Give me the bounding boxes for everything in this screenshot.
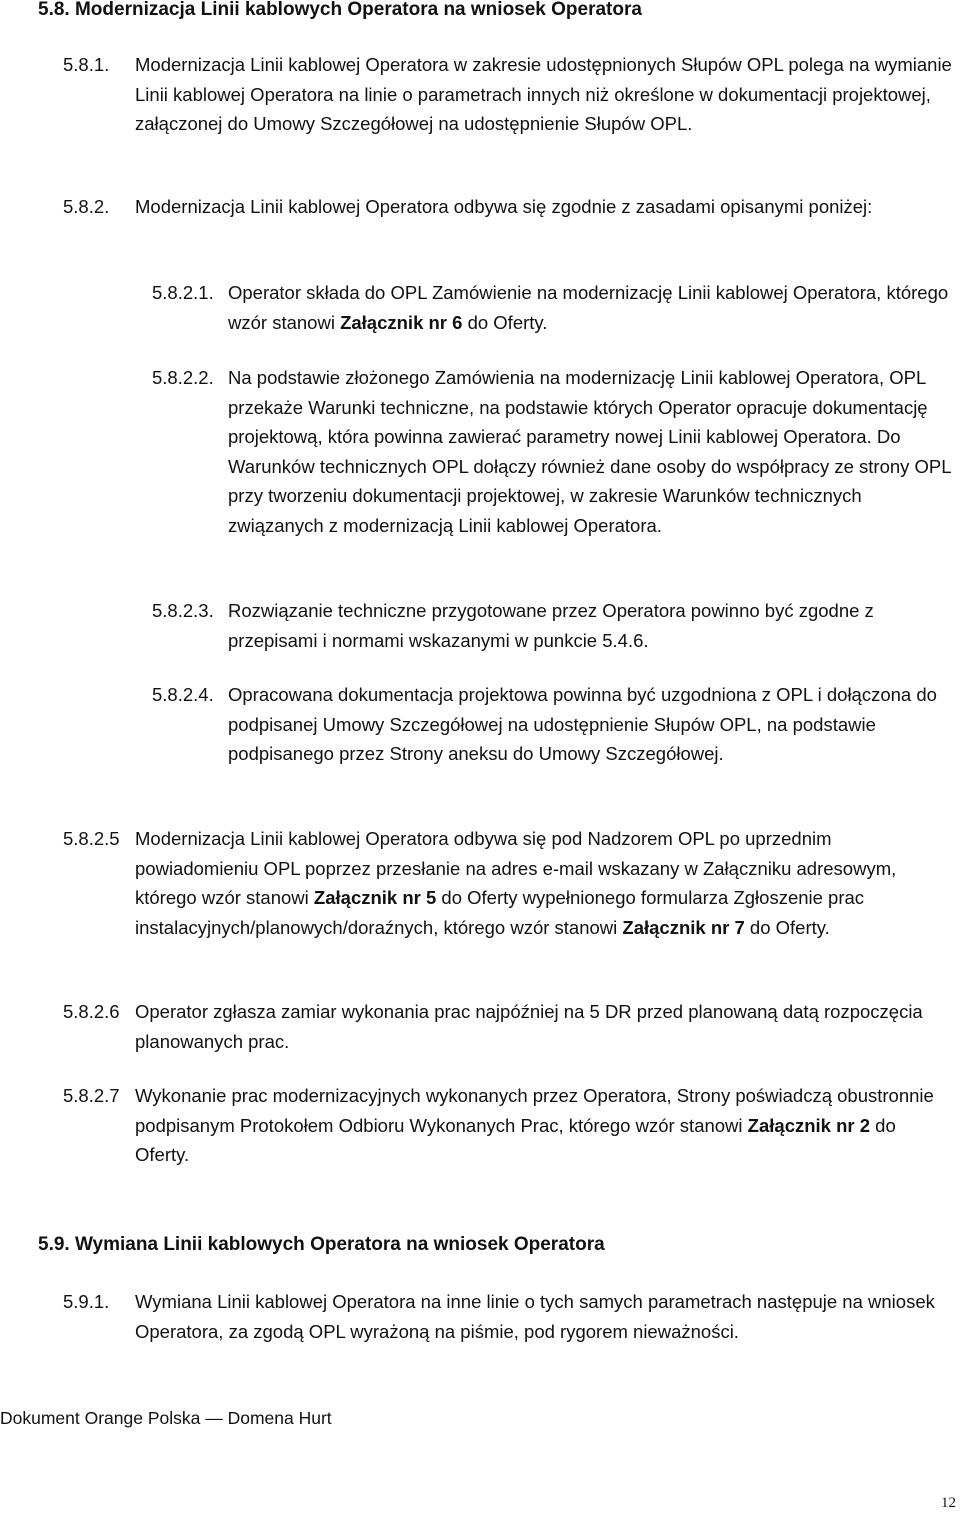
paragraph-text: Modernizacja Linii kablowej Operatora w zakresie udostępnionych Słupów OPL polega na wymianie Linii kablowej Operatora na linie o parametrach innych niż określone w dokumentacji projektowej, załączonej do Umowy Szczegółowej na udostępnienie Słupów OPL.: [135, 54, 952, 134]
attachment-reference: Załącznik nr 6: [340, 311, 463, 333]
paragraph-5-8-2-7: [63, 1081, 958, 1171]
paragraph-number: 5.8.2.7: [63, 1085, 120, 1106]
paragraph-text: [228, 278, 958, 337]
paragraph-number: 5.8.2.6: [63, 1001, 120, 1022]
paragraph-number: 5.8.2.5: [63, 828, 120, 849]
paragraph-5-8-2: [63, 192, 958, 252]
text-segment: do Oferty.: [749, 916, 830, 938]
paragraph-5-8-2-1: [152, 278, 958, 338]
document-footer: Dokument Orange Polska — Domena Hurt: [0, 1408, 332, 1428]
text-segment: Operator składa do OPL Zamówienie na modernizację Linii kablowej Operatora, którego wzór stanowi: [228, 282, 949, 333]
page-number: 12: [941, 1495, 956, 1511]
text-segment: do Oferty.: [467, 311, 548, 333]
text-segment: Wykonanie prac modernizacyjnych wykonanych przez Operatora, Strony poświadczą obustronnie podpisanym Protokołem Odbioru Wykonanych Prac, którego wzór stanowi: [135, 1085, 934, 1136]
paragraph-number: 5.8.2.: [63, 196, 110, 217]
paragraph-5-9-1: [63, 1287, 958, 1347]
text-segment: do Oferty wypełnionego formularza Zgłoszenie prac instalacyjnych/planowych/doraźnych, którego wzór stanowi: [135, 887, 865, 938]
paragraph-number: 5.8.2.3.: [152, 600, 214, 621]
section-heading-5-8: 5.8. Modernizacja Linii kablowych Operatora na wniosek Operatora: [38, 0, 642, 20]
paragraph-5-8-2-2: [152, 363, 958, 573]
paragraph-5-8-2-3: [152, 596, 958, 656]
paragraph-number: 5.8.2.2.: [152, 367, 214, 388]
paragraph-text: Operator zgłasza zamiar wykonania prac najpóźniej na 5 DR przed planowaną datą rozpoczęcia planowanych prac.: [135, 1001, 923, 1052]
paragraph-text: Wymiana Linii kablowej Operatora na inne linie o tych samych parametrach następuje na wniosek Operatora, za zgodą OPL wyrażoną na piśmie, pod rygorem nieważności.: [135, 1291, 935, 1342]
paragraph-text: [135, 824, 953, 942]
paragraph-5-8-2-5: [63, 824, 958, 974]
text-segment: Modernizacja Linii kablowej Operatora odbywa się pod Nadzorem OPL po uprzednim powiadomieniu OPL poprzez przesłanie na adres e-mail wskazany w Załączniku adresowym, którego wzór stanowi: [135, 828, 897, 908]
paragraph-5-8-1: [63, 50, 958, 170]
paragraph-text: Modernizacja Linii kablowej Operatora odbywa się zgodnie z zasadami opisanymi poniżej:: [135, 196, 873, 217]
attachment-reference: Załącznik nr 7: [622, 916, 745, 938]
paragraph-5-8-2-4: [152, 680, 958, 800]
paragraph-text: Opracowana dokumentacja projektowa powinna być uzgodniona z OPL i dołączona do podpisanej Umowy Szczegółowej na udostępnienie Słupów OPL, na podstawie podpisanego przez Strony aneksu do Umowy Szczegółowej.: [228, 684, 937, 764]
paragraph-5-8-2-6: [63, 997, 958, 1057]
paragraph-number: 5.8.2.4.: [152, 684, 214, 705]
paragraph-text: Rozwiązanie techniczne przygotowane przez Operatora powinno być zgodne z przepisami i normami wskazanymi w punkcie 5.4.6.: [228, 600, 874, 651]
paragraph-text: Na podstawie złożonego Zamówienia na modernizację Linii kablowej Operatora, OPL przekaże Warunki techniczne, na podstawie których Operator opracuje dokumentację projektową, która powinna zawierać parametry nowej Linii kablowej Operatora. Do Warunków technicznych OPL dołączy również dane osoby do współpracy ze strony OPL przy tworzeniu dokumentacji projektowej, w zakresie Warunków technicznych związanych z modernizacją Linii kablowej Operatora.: [228, 367, 951, 536]
paragraph-text: [135, 1081, 953, 1170]
paragraph-number: 5.8.1.: [63, 54, 110, 75]
text-segment: do Oferty.: [135, 1114, 896, 1165]
paragraph-number: 5.8.2.1.: [152, 282, 214, 303]
paragraph-number: 5.9.1.: [63, 1291, 110, 1312]
attachment-reference: Załącznik nr 2: [747, 1114, 871, 1136]
attachment-reference: Załącznik nr 5: [313, 887, 437, 908]
section-heading-5-9: 5.9. Wymiana Linii kablowych Operatora na wniosek Operatora: [38, 1234, 605, 1255]
